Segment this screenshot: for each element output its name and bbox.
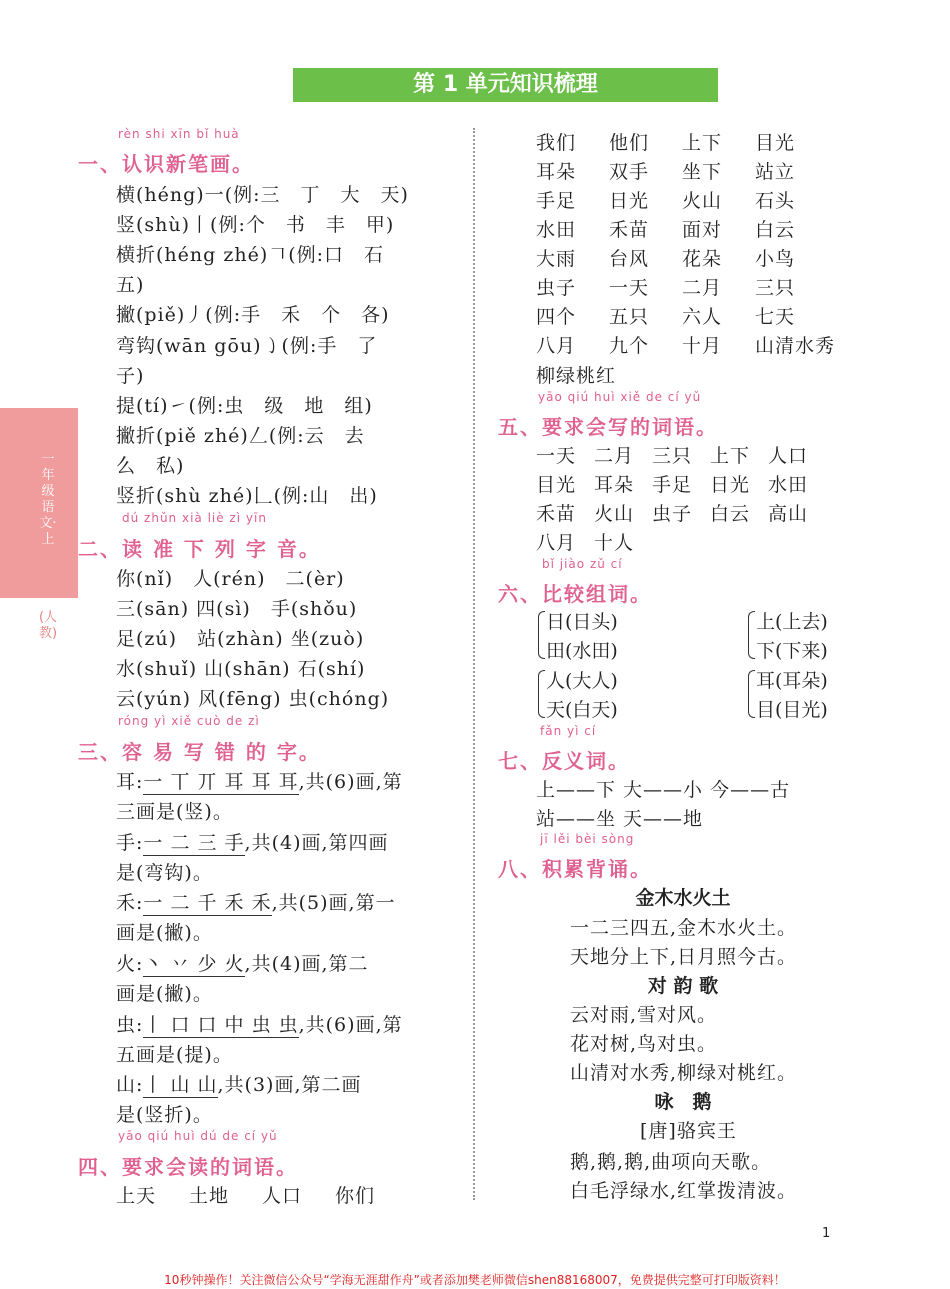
brace — [538, 611, 545, 659]
compare-word: 下(下来) — [756, 640, 828, 662]
stroke-line: 五) — [116, 274, 145, 296]
stroke-order-item: 火:丶 丷 少 火,共(4)画,第二 — [116, 953, 369, 975]
stroke-line: 提(tí)㇀(例:虫 级 地 组) — [116, 395, 373, 417]
word-row: 四个 五只 六人 七天 — [536, 306, 796, 328]
stroke-line: 竖折(shù zhé)𠃊(例:山 出) — [116, 485, 378, 507]
side-tab-edition: (人教) — [38, 610, 58, 641]
pronunciation-line: 云(yún) 风(fēng) 虫(chóng) — [116, 688, 390, 710]
stroke-order-item: 虫:丨 口 口 中 虫 虫,共(6)画,第 — [116, 1014, 403, 1036]
section-6-heading: 六、比较组词。 — [498, 582, 652, 606]
stroke-order-item: 耳:一 丅 丌 耳 耳 耳,共(6)画,第 — [116, 771, 403, 793]
stroke-line: 竖(shù)丨(例:个 书 丰 甲) — [116, 214, 395, 236]
section-1-pinyin: rèn shi xīn bǐ huà — [118, 127, 240, 141]
brace — [538, 670, 545, 718]
word-row: 上天 土地 人口 你们 — [116, 1185, 376, 1207]
word-row: 八月 十人 — [536, 532, 635, 554]
column-divider — [473, 128, 475, 1200]
compare-word: 人(大人) — [546, 670, 618, 692]
stroke-order-item: 山:丨 山 山,共(3)画,第二画 — [116, 1074, 362, 1096]
section-6-pinyin: bǐ jiào zǔ cí — [542, 557, 623, 571]
pronunciation-line: 三(sān) 四(sì) 手(shǒu) — [116, 598, 358, 620]
compare-word: 上(上去) — [756, 611, 828, 633]
stroke-line: 么 私) — [116, 455, 185, 477]
poem-title: 咏 鹅 — [654, 1091, 712, 1113]
word-row: 水田 禾苗 面对 白云 — [536, 219, 796, 241]
stroke-order-note: 是(弯钩)。 — [116, 862, 213, 884]
section-8-pinyin: jī lěi bèi sòng — [540, 832, 635, 846]
compare-word: 耳(耳朵) — [756, 670, 828, 692]
side-tab-grade: 一年级语文·上 — [39, 452, 57, 547]
word-row: 我们 他们 上下 目光 — [536, 132, 796, 154]
poem-author: [唐]骆宾王 — [640, 1120, 737, 1142]
section-4-heading: 四、要求会读的词语。 — [78, 1155, 298, 1179]
stroke-order-note: 画是(撇)。 — [116, 983, 213, 1005]
word-row: 大雨 台风 花朵 小鸟 — [536, 248, 796, 270]
pronunciation-line: 足(zú) 站(zhàn) 坐(zuò) — [116, 628, 365, 650]
section-1-heading: 一、认识新笔画。 — [78, 152, 254, 176]
pronunciation-line: 你(nǐ) 人(rén) 二(èr) — [116, 568, 345, 590]
poem-line: 花对树,鸟对虫。 — [570, 1033, 718, 1055]
compare-word: 田(水田) — [546, 640, 618, 662]
word-row: 一天 二月 三只 上下 人口 — [536, 445, 809, 467]
section-5-pinyin: yāo qiú huì xiě de cí yǔ — [538, 390, 702, 404]
poem-line: 白毛浮绿水,红掌拨清波。 — [570, 1180, 798, 1202]
compare-word: 天(白天) — [546, 699, 618, 721]
poem-line: 山清对水秀,柳绿对桃红。 — [570, 1062, 798, 1084]
section-2-pinyin: dú zhǔn xià liè zì yīn — [122, 511, 267, 525]
section-5-heading: 五、要求会写的词语。 — [498, 415, 718, 439]
footer-notice: 10秒钟操作！关注微信公众号“学海无涯甜作舟”或者添加樊老师微信shen88168007，免费提供完整可打印版资料！ — [164, 1273, 786, 1287]
pronunciation-line: 水(shuǐ) 山(shān) 石(shí) — [116, 658, 366, 680]
compare-word: 目(目光) — [756, 699, 828, 721]
stroke-line: 弯钩(wān gōu)㇁(例:手 了 — [116, 335, 378, 357]
stroke-order-note: 五画是(提)。 — [116, 1044, 233, 1066]
stroke-order-note: 三画是(竖)。 — [116, 801, 233, 823]
page-title: 第 1 单元知识梳理 — [293, 68, 718, 102]
word-row: 目光 耳朵 手足 日光 水田 — [536, 474, 809, 496]
word-row: 手足 日光 火山 石头 — [536, 190, 796, 212]
page-number: 1 — [822, 1226, 831, 1241]
word-row: 虫子 一天 二月 三只 — [536, 277, 796, 299]
stroke-order-note: 画是(撇)。 — [116, 922, 213, 944]
section-8-heading: 八、积累背诵。 — [498, 857, 652, 881]
section-4-pinyin: yāo qiú huì dú de cí yǔ — [118, 1129, 278, 1143]
stroke-line: 横折(héng zhé)𠃍(例:口 石 — [116, 244, 385, 266]
stroke-line: 子) — [116, 365, 145, 387]
brace — [748, 611, 755, 659]
section-7-pinyin: fǎn yì cí — [540, 724, 597, 738]
compare-word: 日(日头) — [546, 611, 618, 633]
stroke-line: 撇(piě)丿(例:手 禾 个 各) — [116, 304, 390, 326]
stroke-line: 横(héng)一(例:三 丁 大 天) — [116, 184, 409, 206]
poem-line: 鹅,鹅,鹅,曲项向天歌。 — [570, 1151, 772, 1173]
stroke-line: 撇折(piě zhé)𠃋(例:云 去 — [116, 425, 365, 447]
stroke-order-item: 手:一 二 三 手,共(4)画,第四画 — [116, 832, 389, 854]
word-row: 耳朵 双手 坐下 站立 — [536, 161, 796, 183]
section-3-heading: 三、容 易 写 错 的 字。 — [78, 740, 321, 764]
word-row: 禾苗 火山 虫子 白云 高山 — [536, 503, 809, 525]
poem-title: 金木水火土 — [635, 887, 731, 909]
word-row: 柳绿桃红 — [536, 365, 617, 387]
poem-line: 一二三四五,金木水火土。 — [570, 917, 798, 939]
antonym-line: 上——下 大——小 今——古 — [536, 779, 791, 801]
poem-title: 对 韵 歌 — [647, 975, 719, 997]
section-3-pinyin: róng yì xiě cuò de zì — [118, 714, 260, 728]
stroke-order-note: 是(竖折)。 — [116, 1104, 213, 1126]
section-2-heading: 二、读 准 下 列 字 音。 — [78, 537, 321, 561]
poem-line: 云对雨,雪对风。 — [570, 1004, 718, 1026]
antonym-line: 站——坐 天——地 — [536, 808, 704, 830]
brace — [748, 670, 755, 718]
stroke-order-item: 禾:一 二 千 禾 禾,共(5)画,第一 — [116, 892, 396, 914]
section-7-heading: 七、反义词。 — [498, 749, 630, 773]
word-row: 八月 九个 十月 山清水秀 — [536, 335, 836, 357]
poem-line: 天地分上下,日月照今古。 — [570, 946, 798, 968]
